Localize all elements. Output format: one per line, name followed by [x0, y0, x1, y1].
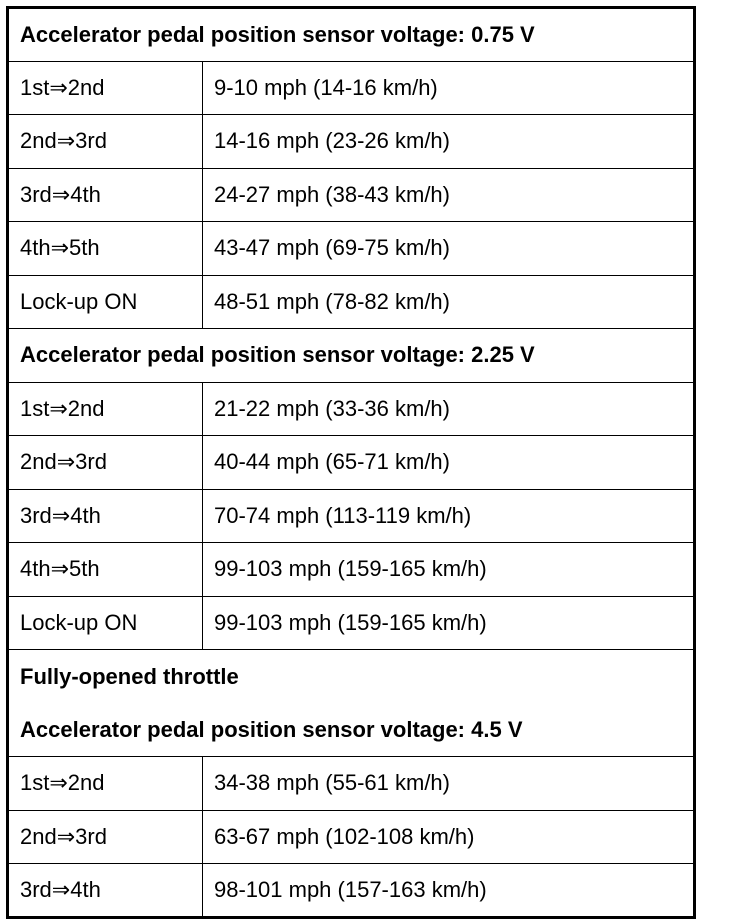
table-row [8, 596, 695, 650]
speed-cell: 99-103 mph (159-165 km/h) [203, 596, 695, 650]
shift-cell: 1st⇒2nd [8, 61, 203, 115]
shift-cell: 2nd⇒3rd [8, 115, 203, 169]
shift-cell: 4th⇒5th [8, 222, 203, 276]
table-row [8, 222, 695, 276]
table-row [8, 115, 695, 169]
table-row [8, 864, 695, 918]
shift-cell: Lock-up ON [8, 596, 203, 650]
table-row [8, 757, 695, 811]
speed-cell: 99-103 mph (159-165 km/h) [203, 543, 695, 597]
section-header-row [8, 329, 695, 383]
speed-cell: 9-10 mph (14-16 km/h) [203, 61, 695, 115]
shift-cell: 3rd⇒4th [8, 864, 203, 918]
table-row [8, 436, 695, 490]
speed-cell: 34-38 mph (55-61 km/h) [203, 757, 695, 811]
shift-cell: 1st⇒2nd [8, 382, 203, 436]
section-header-line: Accelerator pedal position sensor voltage: 4.5 V [20, 716, 523, 742]
table-row [8, 543, 695, 597]
section-header [8, 650, 695, 757]
table-row [8, 61, 695, 115]
section-header-row [8, 650, 695, 757]
shift-cell: Lock-up ON [8, 275, 203, 329]
speed-cell: 43-47 mph (69-75 km/h) [203, 222, 695, 276]
shift-cell: 1st⇒2nd [8, 757, 203, 811]
section-header [8, 8, 695, 62]
speed-cell: 70-74 mph (113-119 km/h) [203, 489, 695, 543]
table-row [8, 168, 695, 222]
shift-cell: 3rd⇒4th [8, 489, 203, 543]
speed-cell: 48-51 mph (78-82 km/h) [203, 275, 695, 329]
shift-cell: 2nd⇒3rd [8, 436, 203, 490]
section-header-row [8, 8, 695, 62]
shift-cell: 4th⇒5th [8, 543, 203, 597]
table-row [8, 489, 695, 543]
speed-cell: 21-22 mph (33-36 km/h) [203, 382, 695, 436]
speed-cell: 14-16 mph (23-26 km/h) [203, 115, 695, 169]
speed-cell: 98-101 mph (157-163 km/h) [203, 864, 695, 918]
shift-cell: 2nd⇒3rd [8, 810, 203, 864]
section-header-line: Fully-opened throttle [20, 663, 239, 689]
shift-cell: 3rd⇒4th [8, 168, 203, 222]
section-header-line: Accelerator pedal position sensor voltage: 0.75 V [20, 21, 535, 47]
table-row [8, 382, 695, 436]
table-row [8, 275, 695, 329]
section-header [8, 329, 695, 383]
speed-cell: 40-44 mph (65-71 km/h) [203, 436, 695, 490]
speed-cell: 63-67 mph (102-108 km/h) [203, 810, 695, 864]
table-row [8, 810, 695, 864]
shift-speed-table [6, 6, 696, 919]
speed-cell: 24-27 mph (38-43 km/h) [203, 168, 695, 222]
section-header-line: Accelerator pedal position sensor voltage: 2.25 V [20, 342, 535, 368]
